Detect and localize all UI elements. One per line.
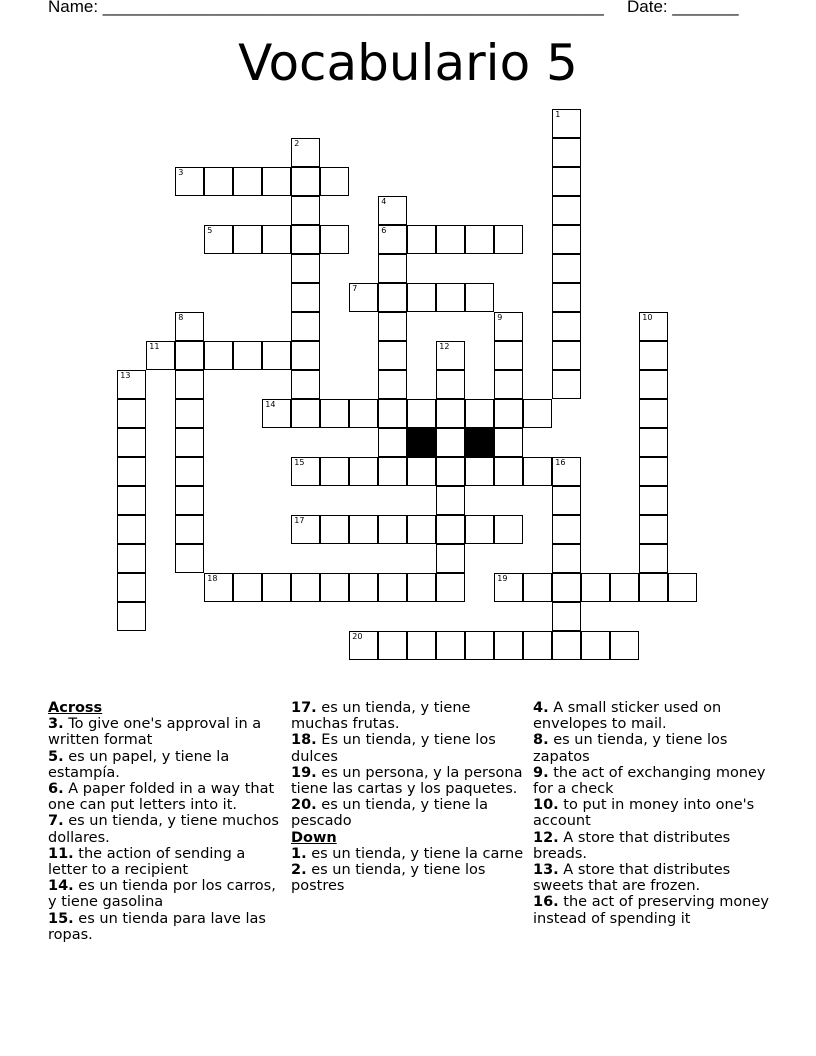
grid-cell[interactable] bbox=[175, 544, 204, 573]
grid-cell[interactable] bbox=[639, 399, 668, 428]
grid-cell[interactable] bbox=[494, 573, 523, 602]
grid-cell[interactable] bbox=[639, 544, 668, 573]
grid-cell[interactable] bbox=[639, 341, 668, 370]
grid-cell[interactable] bbox=[320, 167, 349, 196]
grid-cell[interactable] bbox=[639, 370, 668, 399]
clue-item bbox=[48, 846, 288, 878]
grid-cell[interactable] bbox=[494, 341, 523, 370]
grid-cell[interactable] bbox=[552, 138, 581, 167]
clue-number: 1 bbox=[555, 110, 561, 120]
grid-cell[interactable] bbox=[407, 631, 436, 660]
clue-item bbox=[291, 862, 531, 894]
clue-number: 14 bbox=[265, 400, 276, 410]
grid-cell[interactable] bbox=[349, 399, 378, 428]
clue-text: es un tienda, y tiene muchas frutas. bbox=[291, 700, 471, 733]
clue-item bbox=[48, 716, 288, 748]
grid-cell[interactable] bbox=[552, 167, 581, 196]
grid-cell[interactable] bbox=[494, 399, 523, 428]
clue-text: es un tienda por los carros, y tiene gasolina bbox=[48, 878, 276, 911]
grid-cell[interactable] bbox=[436, 573, 465, 602]
clue-item bbox=[533, 765, 773, 797]
grid-cell[interactable] bbox=[117, 457, 146, 486]
grid-cell[interactable] bbox=[291, 138, 320, 167]
grid-cell[interactable] bbox=[117, 428, 146, 457]
clue-number: 3 bbox=[178, 168, 184, 178]
grid-cell[interactable] bbox=[117, 602, 146, 631]
grid-cell[interactable] bbox=[436, 457, 465, 486]
grid-cell[interactable] bbox=[552, 631, 581, 660]
clue-number: 16 bbox=[555, 458, 566, 468]
grid-cell[interactable] bbox=[581, 631, 610, 660]
clue-text: es un tienda, y tiene la carne bbox=[306, 845, 524, 862]
clue-item bbox=[48, 813, 288, 845]
across-heading: Across bbox=[48, 700, 103, 716]
grid-cell[interactable] bbox=[668, 573, 697, 602]
clues-column-2 bbox=[291, 700, 531, 894]
grid-cell[interactable] bbox=[320, 515, 349, 544]
clue-text: A small sticker used on envelopes to mail. bbox=[533, 700, 722, 733]
grid-cell[interactable] bbox=[291, 573, 320, 602]
grid-cell[interactable] bbox=[378, 573, 407, 602]
grid-cell[interactable] bbox=[436, 515, 465, 544]
grid-cell[interactable] bbox=[175, 399, 204, 428]
grid-cell[interactable] bbox=[175, 428, 204, 457]
grid-cell[interactable] bbox=[465, 399, 494, 428]
grid-cell[interactable] bbox=[494, 515, 523, 544]
clue-number-label: 9. bbox=[533, 764, 549, 781]
grid-cell[interactable] bbox=[465, 457, 494, 486]
clue-number-label: 3. bbox=[48, 716, 64, 733]
grid-cell[interactable] bbox=[494, 312, 523, 341]
grid-cell[interactable] bbox=[233, 167, 262, 196]
grid-cell[interactable] bbox=[639, 573, 668, 602]
grid-cell[interactable] bbox=[175, 370, 204, 399]
clue-text: A store that distributes breads. bbox=[533, 829, 731, 862]
grid-cell[interactable] bbox=[552, 457, 581, 486]
grid-cell[interactable] bbox=[262, 225, 291, 254]
grid-cell[interactable] bbox=[378, 225, 407, 254]
black-square bbox=[407, 428, 436, 457]
clue-number-label: 6. bbox=[48, 781, 64, 798]
clue-text: Es un tienda, y tiene los dulces bbox=[291, 732, 496, 765]
grid-cell[interactable] bbox=[494, 370, 523, 399]
clue-number-label: 18. bbox=[291, 732, 317, 749]
grid-cell[interactable] bbox=[407, 225, 436, 254]
grid-cell[interactable] bbox=[523, 457, 552, 486]
grid-cell[interactable] bbox=[552, 515, 581, 544]
clue-number: 18 bbox=[207, 574, 218, 584]
grid-cell[interactable] bbox=[291, 225, 320, 254]
grid-cell[interactable] bbox=[204, 573, 233, 602]
grid-cell[interactable] bbox=[436, 544, 465, 573]
grid-cell[interactable] bbox=[262, 341, 291, 370]
grid-cell[interactable] bbox=[175, 515, 204, 544]
grid-cell[interactable] bbox=[494, 225, 523, 254]
grid-cell[interactable] bbox=[436, 631, 465, 660]
grid-cell[interactable] bbox=[349, 515, 378, 544]
clue-number: 17 bbox=[294, 516, 305, 526]
clue-item bbox=[533, 862, 773, 894]
grid-cell[interactable] bbox=[552, 254, 581, 283]
grid-cell[interactable] bbox=[552, 196, 581, 225]
grid-cell[interactable] bbox=[436, 399, 465, 428]
grid-cell[interactable] bbox=[465, 225, 494, 254]
clue-number: 19 bbox=[497, 574, 508, 584]
clue-number-label: 5. bbox=[48, 748, 64, 765]
grid-cell[interactable] bbox=[175, 341, 204, 370]
clue-text: es un persona, y la persona tiene las cartas y los paquetes. bbox=[291, 764, 523, 798]
grid-cell[interactable] bbox=[175, 167, 204, 196]
grid-cell[interactable] bbox=[378, 457, 407, 486]
grid-cell[interactable] bbox=[552, 341, 581, 370]
grid-cell[interactable] bbox=[291, 283, 320, 312]
grid-cell[interactable] bbox=[552, 109, 581, 138]
clue-number: 8 bbox=[178, 313, 184, 323]
clue-item bbox=[291, 846, 531, 862]
clue-number-label: 4. bbox=[533, 700, 549, 716]
clue-item bbox=[533, 732, 773, 764]
grid-cell[interactable] bbox=[378, 196, 407, 225]
grid-cell[interactable] bbox=[117, 370, 146, 399]
clue-number: 13 bbox=[120, 371, 131, 381]
black-square bbox=[465, 428, 494, 457]
grid-cell[interactable] bbox=[407, 573, 436, 602]
clue-text: A paper folded in a way that one can put letters into it. bbox=[48, 781, 275, 814]
grid-cell[interactable] bbox=[552, 225, 581, 254]
grid-cell[interactable] bbox=[291, 312, 320, 341]
clue-number-label: 10. bbox=[533, 797, 559, 814]
grid-cell[interactable] bbox=[436, 283, 465, 312]
grid-cell[interactable] bbox=[610, 573, 639, 602]
grid-cell[interactable] bbox=[494, 428, 523, 457]
grid-cell[interactable] bbox=[291, 167, 320, 196]
grid-cell[interactable] bbox=[610, 631, 639, 660]
grid-cell[interactable] bbox=[465, 283, 494, 312]
clue-number: 2 bbox=[294, 139, 300, 149]
grid-cell[interactable] bbox=[378, 370, 407, 399]
clue-number: 11 bbox=[149, 342, 160, 352]
clue-item bbox=[533, 700, 773, 732]
clue-number-label: 17. bbox=[291, 700, 317, 716]
clue-text: es un tienda, y tiene la pescado bbox=[291, 797, 488, 830]
grid-cell[interactable] bbox=[407, 515, 436, 544]
clue-text: es un tienda, y tiene los postres bbox=[291, 862, 486, 895]
grid-cell[interactable] bbox=[378, 515, 407, 544]
grid-cell[interactable] bbox=[465, 515, 494, 544]
grid-cell[interactable] bbox=[291, 341, 320, 370]
clue-text: es un tienda, y tiene muchos dollares. bbox=[48, 813, 279, 846]
grid-cell[interactable] bbox=[639, 515, 668, 544]
grid-cell[interactable] bbox=[378, 631, 407, 660]
clue-number-label: 13. bbox=[533, 862, 559, 879]
clue-number: 7 bbox=[352, 284, 358, 294]
clue-item bbox=[291, 765, 531, 797]
grid-cell[interactable] bbox=[349, 283, 378, 312]
clue-number-label: 19. bbox=[291, 764, 317, 781]
grid-cell[interactable] bbox=[175, 486, 204, 515]
grid-cell[interactable] bbox=[117, 486, 146, 515]
grid-cell[interactable] bbox=[552, 283, 581, 312]
clue-number-label: 14. bbox=[48, 878, 74, 895]
grid-cell[interactable] bbox=[494, 457, 523, 486]
clue-number-label: 1. bbox=[291, 845, 307, 862]
clue-number-label: 12. bbox=[533, 829, 559, 846]
clue-number: 12 bbox=[439, 342, 450, 352]
page-title: Vocabulario 5 bbox=[238, 34, 578, 92]
clue-item bbox=[533, 894, 773, 926]
grid-cell[interactable] bbox=[436, 341, 465, 370]
down-heading: Down bbox=[291, 829, 337, 846]
clue-item bbox=[291, 797, 531, 829]
grid-cell[interactable] bbox=[291, 196, 320, 225]
date-field: Date: _______ bbox=[627, 0, 739, 16]
grid-cell[interactable] bbox=[436, 370, 465, 399]
grid-cell[interactable] bbox=[378, 341, 407, 370]
grid-cell[interactable] bbox=[436, 486, 465, 515]
name-field: Name: _____________________________________________________ bbox=[48, 0, 604, 16]
clue-number: 9 bbox=[497, 313, 503, 323]
clue-number-label: 7. bbox=[48, 813, 64, 830]
grid-cell[interactable] bbox=[523, 631, 552, 660]
grid-cell[interactable] bbox=[262, 399, 291, 428]
grid-cell[interactable] bbox=[378, 254, 407, 283]
grid-cell[interactable] bbox=[436, 428, 465, 457]
grid-cell[interactable] bbox=[262, 167, 291, 196]
clue-number: 6 bbox=[381, 226, 387, 236]
clue-number-label: 16. bbox=[533, 894, 559, 911]
grid-cell[interactable] bbox=[494, 631, 523, 660]
grid-cell[interactable] bbox=[117, 573, 146, 602]
grid-cell[interactable] bbox=[552, 602, 581, 631]
grid-cell[interactable] bbox=[117, 544, 146, 573]
grid-cell[interactable] bbox=[291, 457, 320, 486]
clue-number: 10 bbox=[642, 313, 653, 323]
grid-cell[interactable] bbox=[552, 312, 581, 341]
clue-text: to put in money into one's account bbox=[533, 797, 755, 830]
clue-number: 5 bbox=[207, 226, 213, 236]
clue-number-label: 15. bbox=[48, 910, 74, 927]
grid-cell[interactable] bbox=[349, 631, 378, 660]
grid-cell[interactable] bbox=[349, 573, 378, 602]
grid-cell[interactable] bbox=[552, 486, 581, 515]
grid-cell[interactable] bbox=[465, 631, 494, 660]
grid-cell[interactable] bbox=[320, 457, 349, 486]
clues-column-1 bbox=[48, 700, 288, 943]
grid-cell[interactable] bbox=[436, 225, 465, 254]
grid-cell[interactable] bbox=[581, 573, 610, 602]
clue-item bbox=[48, 911, 288, 943]
grid-cell[interactable] bbox=[262, 573, 291, 602]
clue-number-label: 8. bbox=[533, 732, 549, 749]
grid-cell[interactable] bbox=[291, 515, 320, 544]
grid-cell[interactable] bbox=[378, 399, 407, 428]
clue-item bbox=[48, 749, 288, 781]
grid-cell[interactable] bbox=[233, 225, 262, 254]
grid-cell[interactable] bbox=[552, 573, 581, 602]
clue-text: es un papel, y tiene la estampía. bbox=[48, 748, 230, 781]
grid-cell[interactable] bbox=[407, 283, 436, 312]
clue-number: 4 bbox=[381, 197, 387, 207]
grid-cell[interactable] bbox=[320, 225, 349, 254]
clue-number-label: 2. bbox=[291, 862, 307, 879]
grid-cell[interactable] bbox=[204, 225, 233, 254]
clue-text: A store that distributes sweets that are frozen. bbox=[533, 862, 731, 895]
grid-cell[interactable] bbox=[291, 254, 320, 283]
clue-item bbox=[533, 830, 773, 862]
clue-text: the action of sending a letter to a recipient bbox=[48, 845, 246, 879]
clues-column-3 bbox=[533, 700, 773, 927]
grid-cell[interactable] bbox=[639, 457, 668, 486]
grid-cell[interactable] bbox=[378, 428, 407, 457]
clue-text: the act of exchanging money for a check bbox=[533, 764, 766, 798]
grid-cell[interactable] bbox=[320, 573, 349, 602]
grid-cell[interactable] bbox=[639, 428, 668, 457]
grid-cell[interactable] bbox=[204, 167, 233, 196]
grid-cell[interactable] bbox=[291, 399, 320, 428]
clue-number: 15 bbox=[294, 458, 305, 468]
grid-cell[interactable] bbox=[233, 341, 262, 370]
clue-item bbox=[533, 797, 773, 829]
grid-cell[interactable] bbox=[378, 283, 407, 312]
grid-cell[interactable] bbox=[523, 399, 552, 428]
grid-cell[interactable] bbox=[552, 370, 581, 399]
clue-text: es un tienda para lave las ropas. bbox=[48, 910, 266, 943]
clue-text: es un tienda, y tiene los zapatos bbox=[533, 732, 728, 765]
grid-cell[interactable] bbox=[407, 457, 436, 486]
grid-cell[interactable] bbox=[552, 544, 581, 573]
grid-cell[interactable] bbox=[349, 457, 378, 486]
clue-item bbox=[291, 700, 531, 732]
grid-cell[interactable] bbox=[320, 399, 349, 428]
clue-item bbox=[48, 781, 288, 813]
clue-number: 20 bbox=[352, 632, 363, 642]
grid-cell[interactable] bbox=[175, 312, 204, 341]
grid-cell[interactable] bbox=[407, 399, 436, 428]
grid-cell[interactable] bbox=[291, 370, 320, 399]
grid-cell[interactable] bbox=[523, 573, 552, 602]
clue-number-label: 11. bbox=[48, 845, 74, 862]
grid-cell[interactable] bbox=[639, 312, 668, 341]
clue-text: the act of preserving money instead of spending it bbox=[533, 894, 769, 927]
clue-text: To give one's approval in a written format bbox=[48, 716, 262, 749]
grid-cell[interactable] bbox=[233, 573, 262, 602]
clue-item bbox=[291, 732, 531, 764]
grid-cell[interactable] bbox=[639, 486, 668, 515]
grid-cell[interactable] bbox=[146, 341, 175, 370]
grid-cell[interactable] bbox=[175, 457, 204, 486]
grid-cell[interactable] bbox=[117, 399, 146, 428]
grid-cell[interactable] bbox=[117, 515, 146, 544]
clue-number-label: 20. bbox=[291, 797, 317, 814]
grid-cell[interactable] bbox=[204, 341, 233, 370]
grid-cell[interactable] bbox=[378, 312, 407, 341]
clue-item bbox=[48, 878, 288, 910]
